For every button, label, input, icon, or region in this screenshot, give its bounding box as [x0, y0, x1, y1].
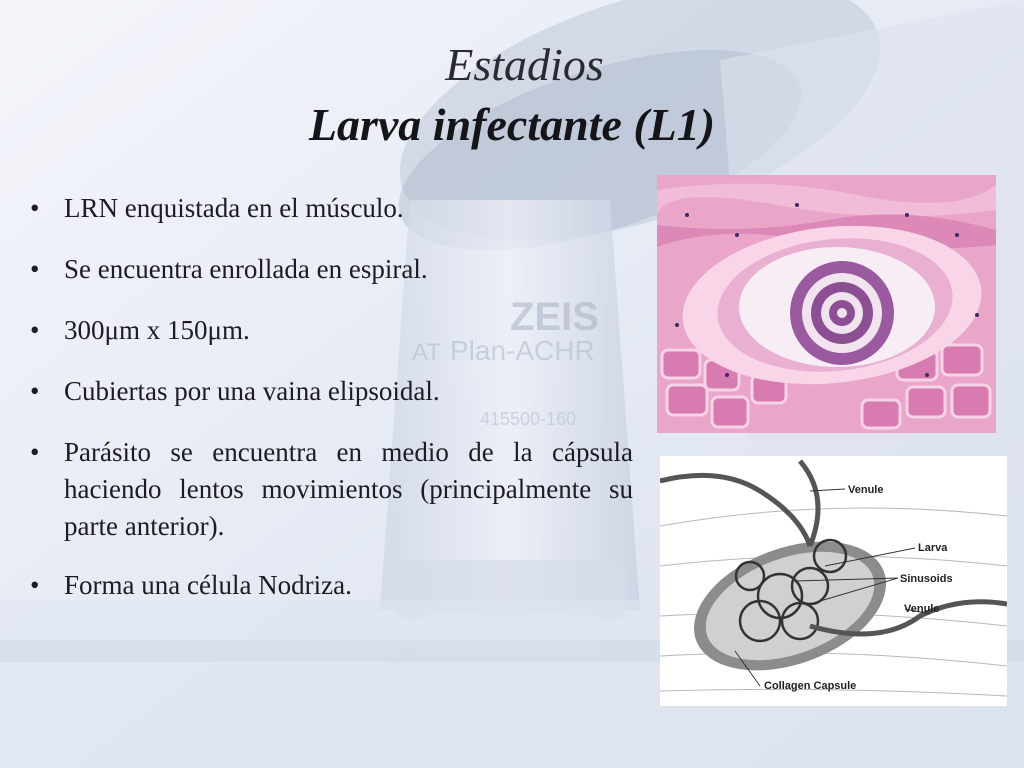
bullet-dot-icon: •	[30, 315, 40, 345]
bullet-text: 300μm x 150μm.	[64, 315, 250, 345]
bullet-list	[28, 190, 633, 628]
slide-title-line1: Estadios	[445, 39, 604, 90]
diagram-label-larva: Larva	[918, 542, 948, 554]
diagram-label-sinusoids: Sinusoids	[900, 573, 953, 585]
lens-engraving-brand: ZEIS	[510, 295, 599, 339]
lens-engraving-prefix: AT	[412, 339, 441, 366]
bullet-dot-icon: •	[30, 254, 40, 284]
bullet-dot-icon: •	[30, 570, 40, 600]
bullet-text: Forma una célula Nodriza.	[64, 570, 352, 600]
bullet-text: LRN enquistada en el músculo.	[64, 193, 404, 223]
histology-micrograph	[657, 175, 996, 433]
bullet-dot-icon: •	[30, 437, 40, 467]
bullet-text: Cubiertas por una vaina elipsoidal.	[64, 376, 440, 406]
bullet-text: Parásito se encuentra en medio de la cápsula haciendo lentos movimientos (principalmente su parte anterior).	[64, 437, 633, 541]
bullet-item	[28, 373, 633, 410]
bullet-item	[28, 251, 633, 288]
lens-engraving-serial: 415500-160	[480, 409, 577, 429]
bullet-text: Se encuentra enrollada en espiral.	[64, 254, 428, 284]
bullet-item	[28, 434, 633, 545]
diagram-label-venule-top: Venule	[848, 484, 884, 496]
bullet-item	[28, 190, 633, 227]
diagram-label-collagen-capsule: Collagen Capsule	[764, 680, 857, 692]
bullet-dot-icon: •	[30, 193, 40, 223]
bullet-dot-icon: •	[30, 376, 40, 406]
bullet-item	[28, 312, 633, 349]
lens-engraving-model: Plan-ACHR	[450, 335, 595, 366]
nurse-cell-diagram	[660, 456, 1007, 706]
bullet-item	[28, 567, 633, 604]
diagram-label-venule-right: Venule	[904, 603, 940, 615]
slide-title-line2: Larva infectante (L1)	[308, 99, 716, 150]
